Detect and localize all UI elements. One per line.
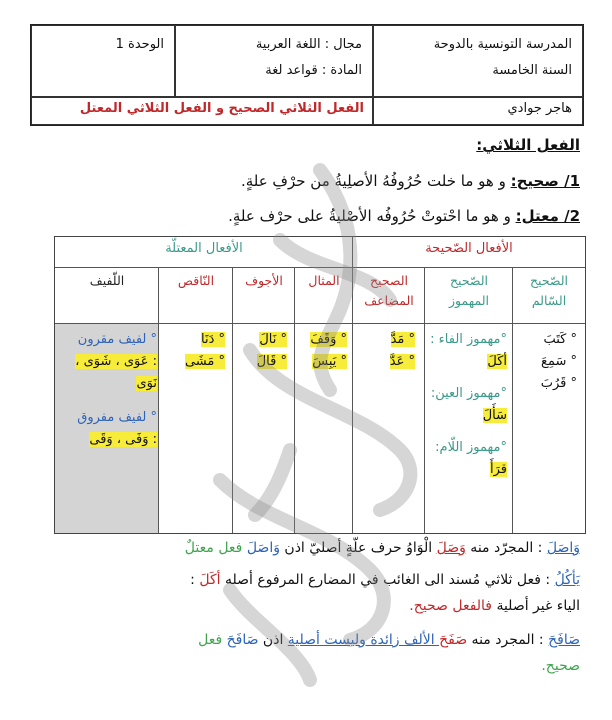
note3-text: : المجرد منه (467, 632, 549, 648)
col-salim-header: الصّحيح السّالم (529, 273, 569, 308)
mahmouz-fa-label: °مهموز الفاء : (430, 332, 507, 347)
unit-cell (31, 25, 175, 97)
mithal-word: ° يَبِسَ (312, 354, 347, 369)
mudaaf-list (390, 329, 415, 373)
col-mudaaf-header: الصحيح المضاعف (364, 273, 414, 308)
note3-word: صَافَحَ (548, 632, 580, 648)
domain-cell (175, 25, 373, 97)
note-safaha-cont (541, 654, 580, 678)
note1-word2: وَاصَلَ (246, 540, 280, 556)
verbs-table (54, 236, 586, 534)
ajwaf-word: ° قَالَ (256, 354, 287, 369)
definition-title: الفعل الثلاثي: (476, 136, 580, 154)
mudaaf-word: ° مَدَّ (390, 332, 415, 347)
header-table (30, 24, 584, 126)
note2-end: : (190, 572, 200, 588)
note1-word: وَاصَلَ (546, 540, 580, 556)
ajwaf-list (257, 329, 287, 373)
naqis-word: ° دَنَا (200, 332, 225, 347)
note-yakulu (190, 568, 580, 592)
note1-text: : المجرّد منه (465, 540, 547, 556)
lafif-mafrouq-words: : وَفَى ، وَقَى (89, 432, 157, 447)
naqis-word: ° مَشَى (184, 354, 225, 369)
group-sahih-header: الأفعال الصّحيحة (425, 241, 513, 256)
note2-root: أكَلَ (199, 572, 221, 588)
note2b-text: الياء غير أصلية (492, 598, 580, 614)
note3-word2: صَافَحَ (226, 632, 259, 648)
salim-word: ° كَتَبَ (543, 332, 577, 347)
header-rule (55, 267, 585, 268)
note-safaha (198, 628, 580, 652)
col-ajwaf-header: الأجوف (245, 273, 283, 288)
lafif-maqroun-words: : عَوَى ، شَوَى ، نَوَى (75, 354, 157, 391)
lafif-list (59, 329, 157, 451)
col-mahmouz-header: الصّحيح المهموز (449, 273, 489, 308)
sahih-text: و هو ما خلت حُرُوفُهُ الأصلِيةُ من حرْفِ علةٍ. (240, 172, 511, 190)
note2b-end: فالفعل صحيح. (409, 598, 492, 614)
definition-sahih (241, 172, 580, 190)
naqis-list (185, 329, 225, 373)
subheader-rule (55, 323, 585, 324)
mutal-text: و هو ما احْتوتْ حُرُوفُه الأصْليةُ على حرْف علةٍ. (228, 207, 516, 225)
mahmouz-ain-word: سَأَلَ (482, 408, 507, 423)
mutal-label: 2/ معتل: (515, 207, 580, 225)
definition-mutal (228, 207, 580, 225)
note3-text2: الألف زائدة وليست أصلية (287, 632, 440, 648)
salim-word: ° سَمِعَ (541, 354, 577, 369)
school-name: المدرسة التونسية بالدوحة (433, 37, 572, 52)
mahmouz-fa-word: أكَلَ (487, 354, 507, 369)
sahih-label: 1/ صحيح: (510, 172, 580, 190)
lafif-maqroun-label: ° لفيف مقرون (77, 332, 157, 347)
mahmouz-lam-word: قرَأَ (490, 462, 507, 477)
note2-word: يَأكُلُ (554, 572, 580, 588)
note3-end: فعل (198, 632, 227, 648)
note3-root: صَفَحَ (439, 632, 468, 648)
col-divider (232, 267, 233, 533)
note-wasala (185, 536, 580, 560)
note-yakulu-cont (409, 594, 580, 618)
mahmouz-list (427, 329, 507, 481)
mahmouz-ain-label: °مهموز العين: (430, 386, 507, 401)
note1-text2: الْوَاوُ حرف علّةٍ أصليّ اذن (279, 540, 437, 556)
salim-list (541, 329, 577, 395)
unit-label: الوحدة 1 (115, 37, 164, 52)
group-mutal-header: الأفعال المعتلّة (165, 241, 243, 256)
mithal-word: ° وَقَفَ (310, 332, 347, 347)
subject-label: المادة : قواعد لغة (265, 63, 362, 78)
col-naqis-header: النّاقص (177, 273, 215, 288)
ajwaf-word: ° نَالَ (259, 332, 287, 347)
col-mithal-header: المثال (308, 273, 340, 288)
domain-label: مجال : اللغة العربية (255, 37, 362, 52)
mudaaf-word: ° عَدَّ (389, 354, 415, 369)
school-year: السنة الخامسة (492, 63, 572, 78)
col-divider (158, 267, 159, 533)
mahmouz-lam-label: °مهموز اللّام: (435, 440, 507, 455)
note3b-end: صحيح. (541, 658, 580, 674)
salim-word: ° قَرُبَ (540, 376, 577, 391)
col-divider (294, 267, 295, 533)
teacher-name: هاجر جوادي (373, 97, 583, 125)
note2-text: : فعل ثلاثي مُسند الى الغائب في المضارع المرفوع أصله (220, 572, 555, 588)
mithal-list (310, 329, 347, 373)
school-cell (373, 25, 583, 97)
note1-end: فعل معتلٌ (184, 540, 247, 556)
lafif-mafrouq-label: ° لفيف مفروق (77, 410, 157, 425)
col-lafif-header: اللّفيف (89, 273, 125, 288)
note3-text3: اذن (258, 632, 288, 648)
note1-root: وَصَلَ (436, 540, 466, 556)
topic-title: الفعل الثلاثي الصحيح و الفعل الثلاثي المعتل (31, 97, 373, 125)
